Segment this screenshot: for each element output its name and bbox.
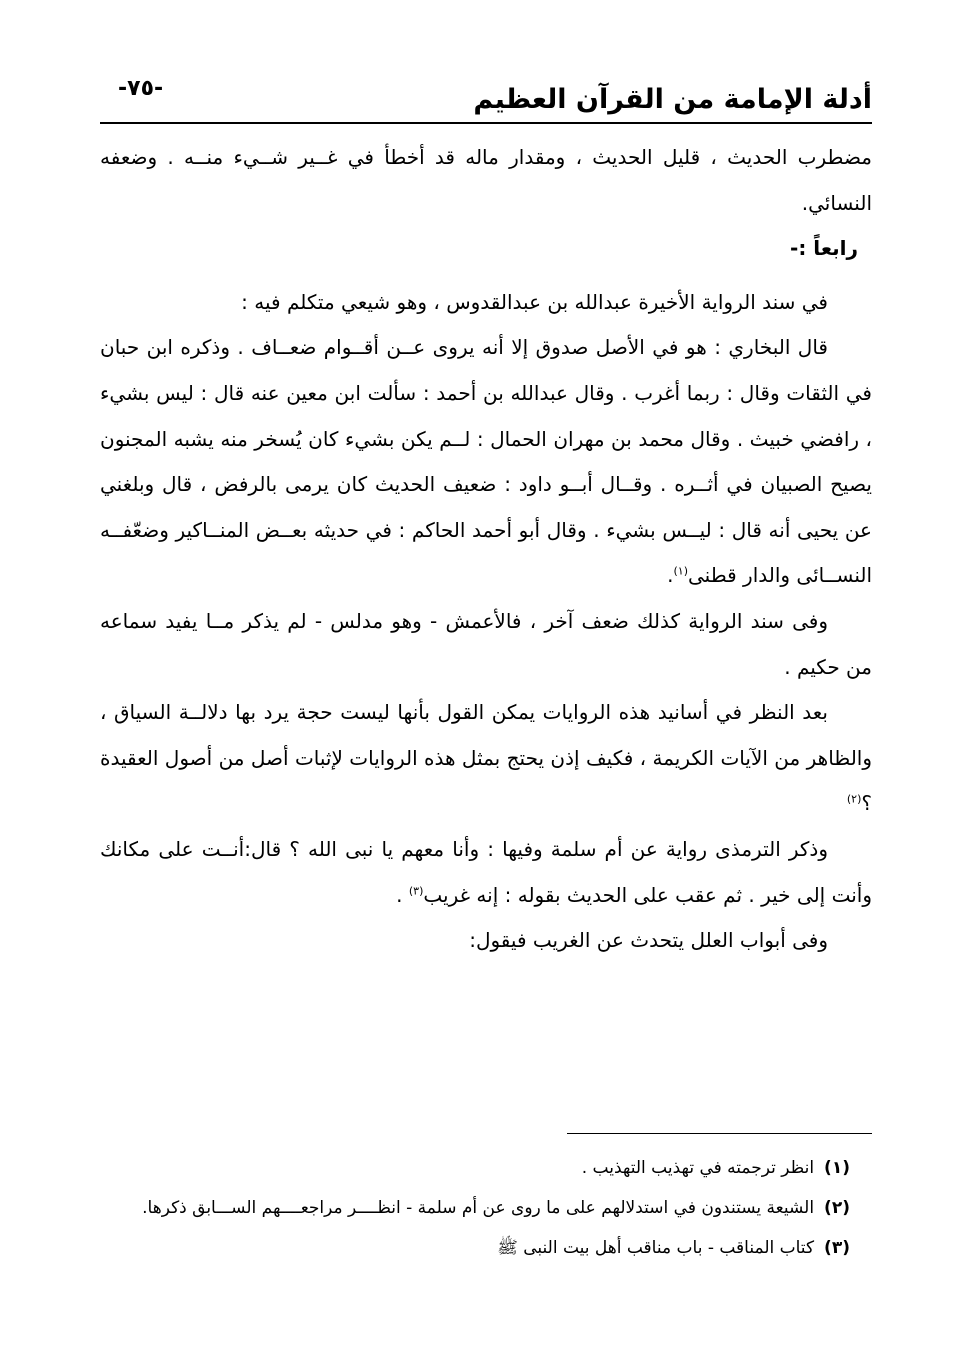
paragraph-6-text: وذكر الترمذى رواية عن أم سلمة وفيها : وأنا معهم يا نبى الله ؟ قال:أنــت على مكانك وأنت إلى خير . ثم عقب على الحديث بقوله : إنه غريب: [100, 836, 872, 907]
footnote-number: (١): [824, 1158, 850, 1178]
footnote-ref-3: (٣): [408, 883, 424, 897]
page-header: [100, 70, 872, 124]
paragraph-6-end: .: [396, 882, 409, 907]
body-text: [100, 135, 872, 964]
footnote-text: كتاب المناقب - باب مناقب أهل بيت النبى ﷺ: [497, 1238, 815, 1258]
footnote-ref-2: (٢): [846, 792, 862, 806]
book-title: أدلة الإمامة من القرآن العظيم: [473, 84, 872, 115]
paragraph-3: [100, 325, 872, 599]
section-heading: رابعاً :-: [790, 236, 858, 261]
paragraph-6: [100, 827, 872, 918]
paragraph-5-text: بعد النظر في أسانيد هذه الروايات يمكن القول بأنها ليست حجة يرد بها دلالــة السياق ، والظاهر من الآيات الكريمة ، فكيف إذن يحتج بمثل هذه الروايات لإثبات أصل من أصول العقيدة ؟: [100, 700, 872, 816]
footnote-number: (٢): [824, 1198, 850, 1218]
paragraph-5: [100, 690, 872, 827]
footnote-1: [100, 1148, 850, 1188]
footnote-ref-1: (١): [673, 564, 689, 578]
paragraph-3-end: .: [667, 563, 674, 588]
footnote-text: انظر ترجمته في تهذيب التهذيب .: [581, 1158, 815, 1178]
footnote-divider: [567, 1133, 872, 1134]
footnotes: [100, 1148, 850, 1268]
footnote-3: [100, 1228, 850, 1268]
paragraph-7: وفى أبواب العلل يتحدث عن الغريب فيقول:: [469, 928, 828, 953]
footnote-number: (٣): [824, 1238, 850, 1258]
footnote-text: الشيعة يستندون في استدلالهم على ما روى عن أم سلمة - انظــــر مراجعــــهم الســـابق ذكرها.: [142, 1198, 815, 1218]
footnote-2: [100, 1188, 850, 1228]
paragraph-4: وفى سند الرواية كذلك ضعف آخر ، فالأعمش - وهو مدلس - لم يذكر مــا يفيد سماعه من حكيم .: [100, 608, 872, 679]
paragraph-2: في سند الرواية الأخيرة عبدالله بن عبدالقدوس ، وهو شيعي متكلم فيه :: [241, 289, 828, 314]
paragraph-3-text: قال البخاري : هو في الأصل صدوق إلا أنه يروى عــن أقــوام ضعــاف . وذكره ابن حبان في الثقات وقال : ربما أغرب . وقال عبدالله بن أحمد : سألت ابن معين عنه قال : ليس بشيء ، رافضي خبيث . وقال محمد بن مهران الحمال : لــم يكن بشيء كان يُسخر منه يشبه المجنون يصيح الصبيان في أثــره . وقــال أبــو داود : ضعيف الحديث كان يرمى بالرفض ، قال وبلغني عن يحيى أنه قال : ليــس بشيء . وقال أبو أحمد الحاكم : في حديثه بعــض المنــاكير وضعّفــه النســائى والدار قطنى: [100, 335, 872, 588]
page-number: -٧٥-: [118, 76, 164, 101]
paragraph-1: مضطرب الحديث ، قليل الحديث ، ومقدار ماله قد أخطأ في غــير شــيء منــه . وضعفه النسائي.: [100, 145, 872, 215]
